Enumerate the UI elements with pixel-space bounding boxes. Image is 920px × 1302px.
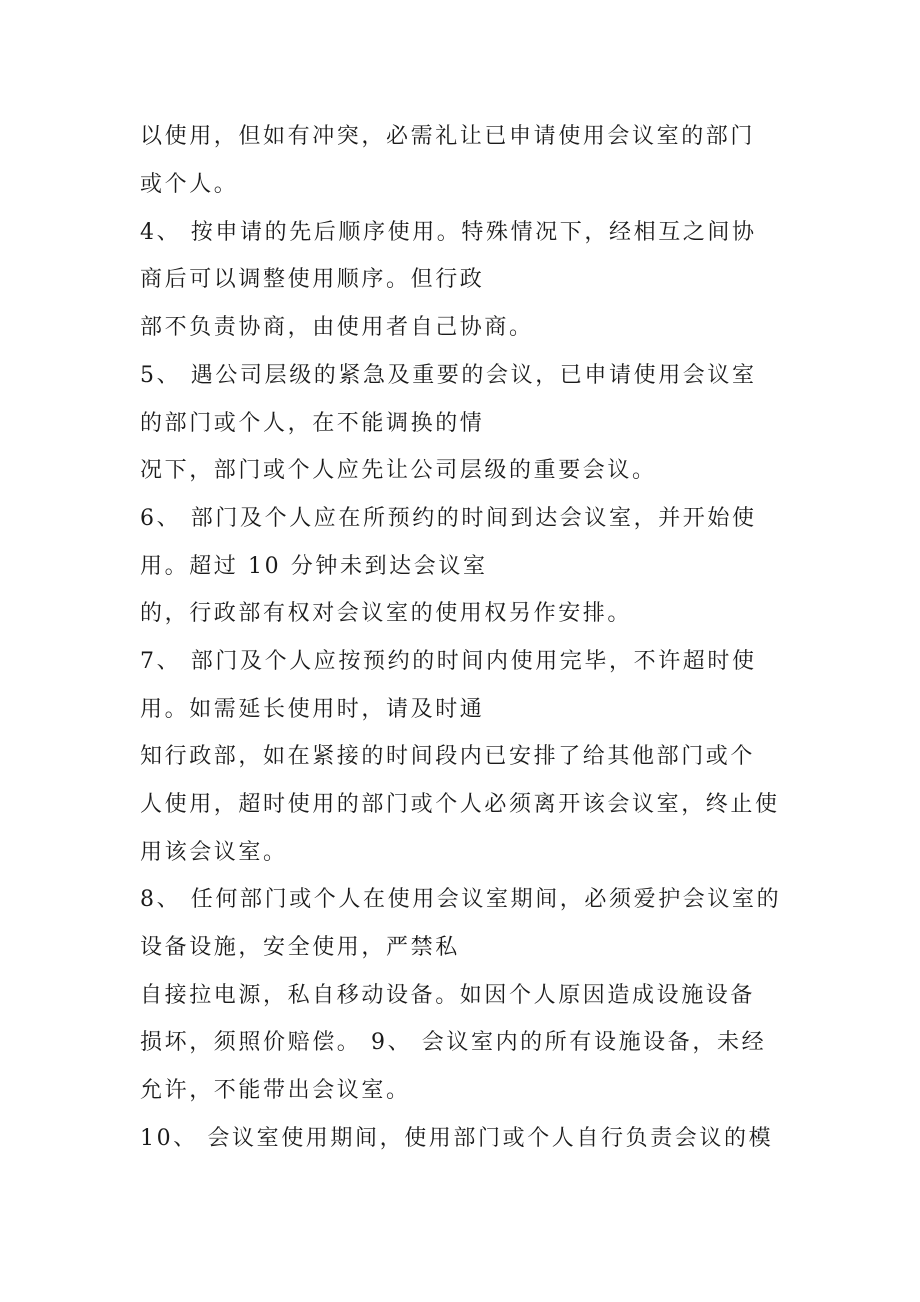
text-line: 允许，不能带出会议室。 [140,1078,411,1103]
text-line: 商后可以调整使用顺序。但行政 [140,267,485,292]
text-line: 用。超过 10 分钟未到达会议室 [140,554,488,579]
text-line: 或个人。 [140,172,239,197]
text-line: 用。如需延长使用时，请及时通 [140,697,485,722]
text-line: 损坏，须照价赔偿。 9、 会议室内的所有设施设备，未经 [140,1030,767,1055]
text-line: 8、 任何部门或个人在使用会议室期间，必须爱护会议室的 [140,887,782,912]
text-line: 自接拉电源，私自移动设备。如因个人原因造成设施设备 [140,983,756,1008]
text-line: 知行政部，如在紧接的时间段内已安排了给其他部门或个 [140,744,756,769]
text-line: 以使用，但如有冲突，必需礼让已申请使用会议室的部门 [140,124,756,149]
text-line: 况下，部门或个人应先让公司层级的重要会议。 [140,458,657,483]
text-line: 用该会议室。 [140,840,288,865]
text-line: 7、 部门及个人应按预约的时间内使用完毕，不许超时使 [140,649,757,674]
text-line: 设备设施，安全使用，严禁私 [140,935,460,960]
text-line: 的部门或个人，在不能调换的情 [140,411,485,436]
text-line: 5、 遇公司层级的紧急及重要的会议，已申请使用会议室 [140,363,757,388]
text-line: 4、 按申请的先后顺序使用。特殊情况下，经相互之间协 [140,220,757,245]
text-line: 的，行政部有权对会议室的使用权另作安排。 [140,601,633,626]
text-line: 10、 会议室使用期间，使用部门或个人自行负责会议的模 [140,1126,774,1151]
text-line: 6、 部门及个人应在所预约的时间到达会议室，并开始使 [140,506,757,531]
text-line: 人使用，超时使用的部门或个人必须离开该会议室，终止使 [140,792,780,817]
text-line: 部不负责协商，由使用者自己协商。 [140,315,534,340]
